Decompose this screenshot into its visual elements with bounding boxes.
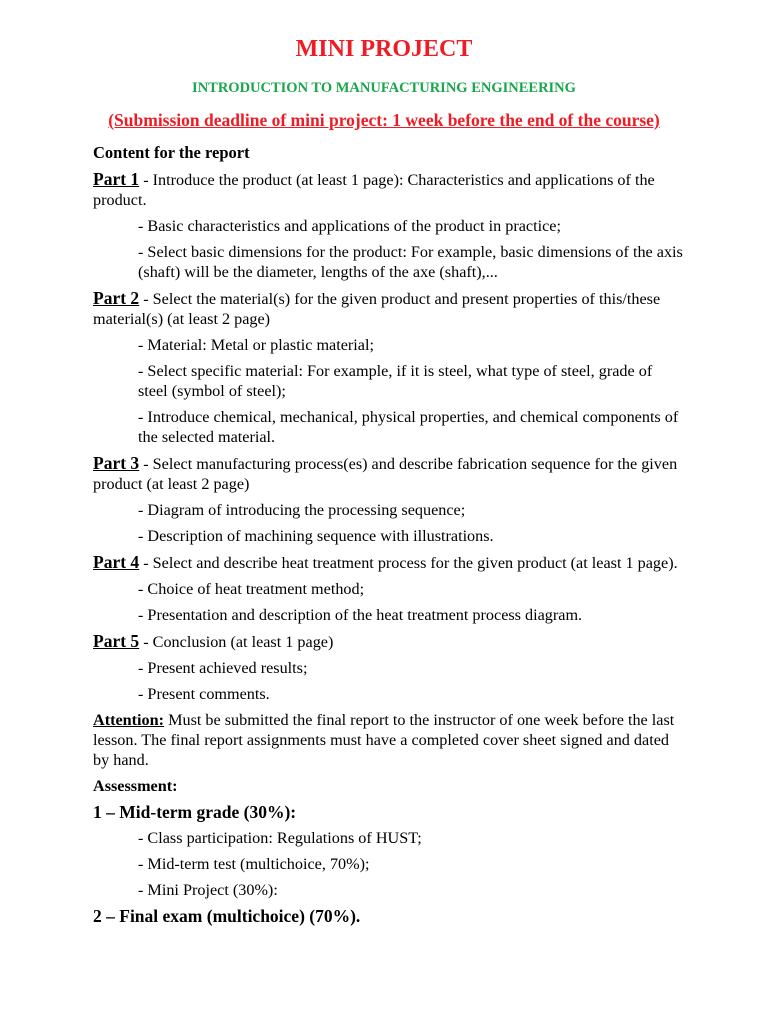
content-heading: Content for the report [93, 143, 250, 162]
part-4-text: - Select and describe heat treatment process for the given product (at least 1 page). [139, 554, 678, 572]
part-3-label: Part 3 [93, 453, 140, 473]
part-3-text: - Select manufacturing process(es) and describe fabrication sequence for the given product (at least 2 page) [93, 455, 678, 493]
final-exam-heading: 2 – Final exam (multichoice) (70%). [93, 906, 361, 926]
part-1-label: Part 1 [93, 169, 140, 189]
part-5-bullet-2: - Present comments. [138, 685, 270, 703]
midterm-heading: 1 – Mid-term grade (30%): [93, 802, 297, 822]
part-2-bullet-1: - Material: Metal or plastic material; [138, 336, 374, 354]
part-4-bullet-2: - Presentation and description of the heat treatment process diagram. [138, 606, 583, 624]
part-2-bullet-3: - Introduce chemical, mechanical, physical properties, and chemical components of the selected material. [138, 408, 679, 446]
part-5-text: - Conclusion (at least 1 page) [139, 633, 334, 651]
assessment-heading: Assessment: [93, 777, 178, 795]
attention-text: Must be submitted the final report to the instructor of one week before the last lesson. The final report assignments must have a completed cover sheet signed and dated by hand. [93, 711, 675, 769]
report-content [93, 143, 683, 932]
part-2-text: - Select the material(s) for the given product and present properties of this/these material(s) (at least 2 page) [93, 290, 661, 328]
part-2 [93, 288, 683, 329]
part-1-bullet-2: - Select basic dimensions for the product: For example, basic dimensions of the axis (shaft) will be the diameter, lengths of the axe (shaft),... [138, 243, 683, 281]
part-5 [93, 631, 683, 652]
part-3-bullet-2: - Description of machining sequence with illustrations. [138, 527, 494, 545]
page-title: MINI PROJECT [295, 36, 473, 62]
part-5-label: Part 5 [93, 631, 140, 651]
midterm-item-1: - Class participation: Regulations of HUST; [138, 829, 422, 847]
part-4-label: Part 4 [93, 552, 140, 572]
part-5-bullet-1: - Present achieved results; [138, 659, 308, 677]
attention-note [93, 710, 683, 770]
part-4-bullet-1: - Choice of heat treatment method; [138, 580, 365, 598]
part-1-text: - Introduce the product (at least 1 page): Characteristics and applications of the product. [93, 171, 655, 209]
attention-label: Attention: [93, 711, 165, 729]
deadline-notice: (Submission deadline of mini project: 1 week before the end of the course) [108, 110, 660, 130]
part-3-bullet-1: - Diagram of introducing the processing sequence; [138, 501, 466, 519]
midterm-item-3: - Mini Project (30%): [138, 881, 278, 899]
part-1 [93, 169, 683, 210]
part-2-bullet-2: - Select specific material: For example, if it is steel, what type of steel, grade of steel (symbol of steel); [138, 362, 653, 400]
course-subtitle: INTRODUCTION TO MANUFACTURING ENGINEERING [192, 80, 576, 96]
part-1-bullet-1: - Basic characteristics and applications of the product in practice; [138, 217, 561, 235]
part-4 [93, 552, 683, 573]
midterm-item-2: - Mid-term test (multichoice, 70%); [138, 855, 370, 873]
part-3 [93, 453, 683, 494]
part-2-label: Part 2 [93, 288, 140, 308]
